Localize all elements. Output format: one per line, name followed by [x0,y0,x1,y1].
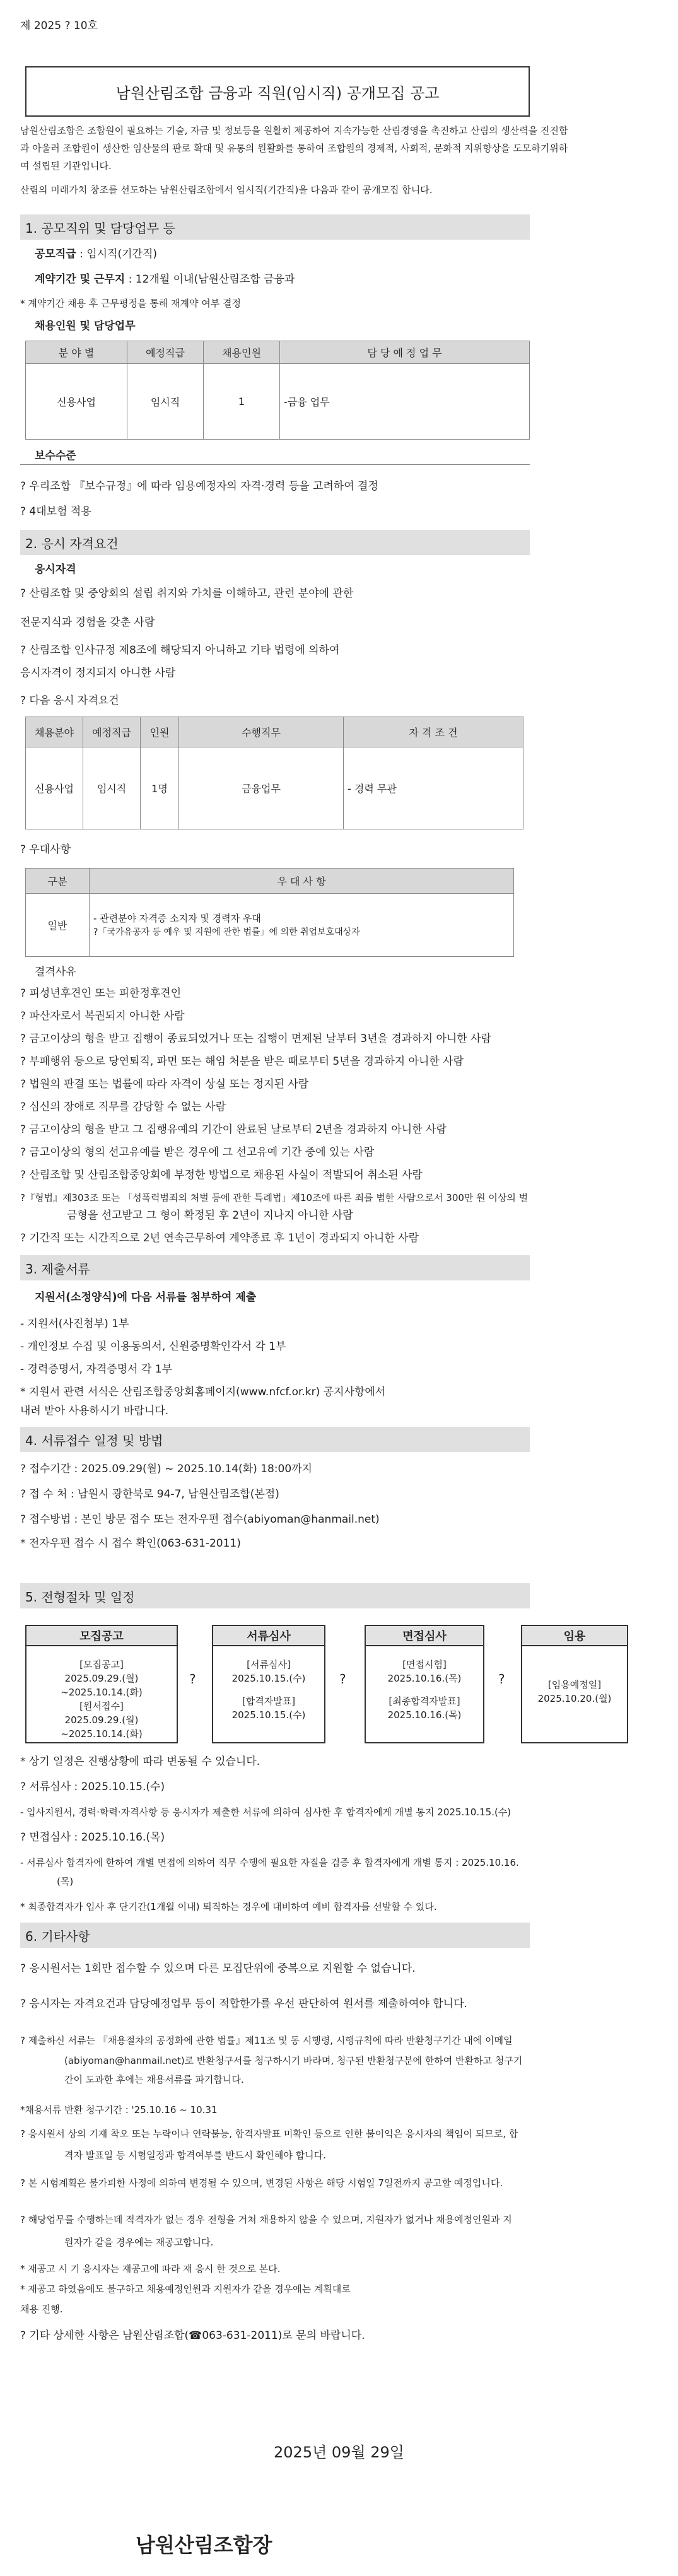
process-step-line [213,1685,324,1694]
table-cell: 1 [204,364,280,440]
misc-note: * 재공고 하였음에도 불구하고 채용예정인원과 지원자가 같을 경우에는 계획대로 [20,2283,351,2295]
eligibility-line: 전문지식과 경험을 갖춘 사람 [20,616,155,629]
schedule-line: ? 면접심사 : 2025.10.16.(목) [20,1831,165,1844]
notice-title-box [25,66,530,117]
table-header: 우 대 사 항 [90,869,514,894]
process-step-line: ~2025.10.14.(화) [61,1728,143,1740]
process-step-title: 임용 [522,1626,627,1646]
disqualification-item: ? 기간직 또는 시간직으로 2년 연속근무하여 계약종료 후 1년이 경과되지 아니한 사람 [20,1232,419,1244]
process-step-line: 2025.09.29.(월) [64,1673,139,1684]
table-cell: 금융업무 [179,747,344,829]
table-cell [90,894,514,957]
process-step-line [366,1685,483,1694]
table-cell: -금융 업무 [280,364,530,440]
table-cell: 신용사업 [26,747,83,829]
misc-line: ? 응시원서는 1회만 접수할 수 있으며 다른 모집단위에 중복으로 지원할 수 없습니다. [20,1962,416,1975]
intro-line: 과 아울러 조합원이 생산한 임산물의 판로 확대 및 유통의 원활화를 통하여 조합원의 경제적, 사회적, 문화적 지위향상을 도모하기위하 [20,143,568,154]
submission-line: ? 접 수 처 : 남원시 광한북로 94-7, 남원산림조합(본점) [20,1488,279,1501]
misc-line: ? 제출하신 서류는 『채용절차의 공정화에 관한 법률』제11조 및 동 시행령, 시행규칙에 따라 반환청구기간 내에 이메일 [20,2035,513,2046]
disqualification-item: ? 산림조합 및 산림조합중앙회에 부정한 방법으로 채용된 사실이 적발되어 취소된 사람 [20,1169,423,1181]
table-cell: 일반 [26,894,90,957]
document-item: - 개인정보 수집 및 이용동의서, 신원증명확인각서 각 1부 [20,1340,286,1353]
schedule-line: (목) [57,1876,74,1887]
table-header: 자 격 조 건 [344,717,523,747]
subsection-title: 보수수준 [35,450,76,462]
process-step-line: 2025.10.15.(수) [231,1709,306,1721]
document-item: - 경력증명서, 자격증명서 각 1부 [20,1363,173,1376]
subsection-title: 채용인원 및 담당업무 [35,320,136,332]
disqualification-item: 금형을 선고받고 그 형이 확정된 후 2년이 지나지 아니한 사람 [67,1209,353,1222]
position-type-label: 공모직급 [35,248,76,261]
disqualification-item: ? 법원의 판결 또는 법률에 따라 자격이 상실 또는 정지된 사람 [20,1078,309,1091]
section-title: 1. 공모직위 및 담당업무 등 [25,220,175,236]
table-cell: - 경력 무관 [344,747,523,829]
process-step-interview [365,1625,484,1743]
misc-line: ? 해당업무를 수행하는데 적격자가 없는 경우 전형을 거쳐 채용하지 않을 수 있으며, 지원자가 없거나 채용예정인원과 지 [20,2214,512,2225]
process-arrow: ? [498,1671,505,1687]
process-arrow: ? [339,1671,346,1687]
preference-item: ?「국가유공자 등 예우 및 지원에 관한 법률」에 의한 취업보호대상자 [93,927,360,937]
eligibility-line: ? 다음 응시 자격요건 [20,694,119,707]
misc-line: ? 본 시험계획은 불가피한 사정에 의하여 변경될 수 있으며, 변경된 사항은 해당 시험일 7일전까지 공고할 예정입니다. [20,2177,503,2189]
intro-line: 산림의 미래가치 창조를 선도하는 남원산림조합에서 임시직(기간직)을 다음과 같이 공개모집 합니다. [20,184,433,196]
process-step-line: 2025.09.29.(월) [64,1714,139,1726]
contract-period-value: : 12개월 이내(남원산림조합 금융과 [125,273,295,286]
eligibility-line: ? 산림조합 및 중앙회의 설립 취지와 가치를 이해하고, 관련 분야에 관한 [20,587,354,600]
table-cell: 임시직 [127,364,204,440]
section-title: 3. 제출서류 [25,1261,90,1277]
schedule-line: - 서류심사 합격자에 한하여 개별 면접에 의하여 직무 수행에 필요한 자질을 검증 후 합격자에게 개별 통지 : 2025.10.16. [20,1857,519,1868]
disqualification-item: ?『형법』제303조 또는 「성폭력범죄의 처벌 등에 관한 특례법」제10조에 따른 죄를 범한 사람으로서 300만 원 이상의 벌 [20,1192,529,1203]
schedule-line: - 입사지원서, 경력·학력·자격사항 등 응시자가 제출한 서류에 의하여 심사한 후 합격자에게 개별 통지 2025.10.15.(수) [20,1806,511,1818]
process-step-appointment [521,1625,628,1743]
process-step-title: 면접심사 [366,1626,483,1646]
section-header [20,214,530,240]
pay-line: ? 4대보험 적용 [20,505,91,518]
process-step-title: 모집공고 [26,1626,177,1646]
process-step-line: [면접시험] [402,1659,447,1670]
misc-line: 간이 도과한 후에는 채용서류를 파기합니다. [64,2074,244,2085]
pay-line: ? 우리조합 『보수규정』에 따라 임용예정자의 자격·경력 등을 고려하여 결정 [20,480,378,493]
eligibility-line: 응시자격이 정지되지 아니한 사람 [20,667,176,679]
table-header: 분 야 별 [26,341,127,364]
issuer-name: 남원산림조합장 [136,2533,272,2557]
disqualification-item: ? 금고이상의 형을 받고 집행이 종료되었거나 또는 집행이 면제된 날부터 3년을 경과하지 아니한 사람 [20,1033,491,1045]
schedule-note: * 상기 일정은 진행상황에 따라 변동될 수 있습니다. [20,1755,260,1768]
misc-line: ? 응시자는 자격요건과 담당예정업무 등이 적합한가를 우선 판단하여 원서를 제출하여야 합니다. [20,1998,467,2010]
section-header [20,1255,530,1280]
preference-item: - 관련분야 자격증 소지자 및 경력자 우대 [93,912,261,924]
contract-note: * 계약기간 채용 후 근무평정을 통해 재계약 여부 결정 [20,298,241,309]
table-header: 예정직급 [127,341,204,364]
process-step-line: 2025.10.15.(수) [231,1673,306,1684]
subsection-title: 지원서(소정양식)에 다음 서류를 첨부하여 제출 [35,1291,257,1304]
table-header: 채용인원 [204,341,280,364]
submission-line: ? 접수방법 : 본인 방문 접수 또는 전자우편 접수(abiyoman@hanmail.net) [20,1513,380,1526]
process-step-document-review [212,1625,325,1743]
table-header: 인원 [141,717,179,747]
preference-title: ? 우대사항 [20,843,71,856]
misc-line: 격자 발표일 등 시험일정과 합격여부를 반드시 확인해야 합니다. [64,2150,326,2161]
intro-line: 여 설립된 기관입니다. [20,160,112,172]
schedule-line: ? 서류심사 : 2025.10.15.(수) [20,1781,165,1793]
table-header: 담 당 예 정 업 무 [280,341,530,364]
subsection-title: 결격사유 [35,966,76,978]
contract-period [35,272,295,286]
disqualification-item: ? 파산자로서 복권되지 아니한 사람 [20,1010,185,1022]
section-title: 2. 응시 자격요건 [25,536,119,551]
misc-line: 원자가 같을 경우에는 재공고합니다. [64,2237,214,2248]
submission-note: * 전자우편 접수 시 접수 확인(063-631-2011) [20,1537,241,1550]
process-step-line: [임용예정일] [547,1679,602,1690]
process-step-line: [모집공고] [79,1659,124,1670]
section-header [20,1427,530,1452]
doc-number: 제 2025 ? 10호 [20,20,98,32]
misc-note: * 재공고 시 기 응시자는 재공고에 따라 재 응시 한 것으로 본다. [20,2263,281,2274]
misc-line: ? 기타 상세한 사항은 남원산림조합(☎063-631-2011)로 문의 바랍니다. [20,2329,365,2342]
process-step-line: 2025.10.16.(목) [387,1709,462,1721]
section-header [20,1583,530,1608]
notice-date: 2025년 09월 29일 [274,2444,404,2461]
table-header: 채용분야 [26,717,83,747]
intro-line: 남원산림조합은 조합원이 필요하는 기술, 자금 및 정보등을 원활히 제공하여 지속가능한 산림경영을 촉진하고 산림의 생산력을 진진함 [20,125,568,136]
table-cell: 1명 [141,747,179,829]
document-note: * 지원서 관련 서식은 산림조합중앙회홈페이지(www.nfcf.or.kr) 공지사항에서 [20,1386,386,1398]
table-header: 예정직급 [83,717,141,747]
divider [20,464,530,465]
section-header [20,530,530,555]
position-type-value: : 임시직(기간직) [76,248,158,261]
misc-line: ? 응시원서 상의 기재 착오 또는 누락이나 연락불능, 합격자발표 미확인 등으로 인한 불이익은 응시자의 책임이 되므로, 합 [20,2128,518,2140]
document-item: - 지원서(사진첨부) 1부 [20,1318,129,1330]
recruit-table [25,341,530,440]
misc-note: *채용서류 반환 청구기간 : '25.10.16 ~ 10.31 [20,2104,218,2116]
disqualification-item: ? 심신의 장애로 직무를 감당할 수 없는 사람 [20,1101,226,1113]
process-step-line: ~2025.10.14.(화) [61,1687,143,1698]
process-step-line: [서류심사] [247,1659,291,1670]
eligibility-table [25,717,523,829]
eligibility-line: ? 산림조합 인사규정 제8조에 해당되지 아니하고 기타 법령에 의하여 [20,644,340,657]
disqualification-item: ? 피성년후견인 또는 피한정후견인 [20,987,182,1000]
section-header [20,1923,530,1948]
disqualification-item: ? 부패행위 등으로 당연퇴직, 파면 또는 해임 처분을 받은 때로부터 5년을 경과하지 아니한 사람 [20,1055,464,1068]
document-note: 내려 받아 사용하시기 바랍니다. [20,1405,169,1417]
table-cell: 임시직 [83,747,141,829]
section-title: 5. 전형절차 및 일정 [25,1589,135,1605]
table-cell: 신용사업 [26,364,127,440]
process-step-line: 2025.10.16.(목) [387,1673,462,1684]
section-title: 6. 기타사항 [25,1928,90,1944]
process-step-line: [원서접수] [79,1701,124,1712]
process-step-line: 2025.10.20.(월) [537,1693,612,1704]
table-header: 구분 [26,869,90,894]
process-arrow: ? [189,1671,196,1687]
disqualification-item: ? 금고이상의 형을 받고 그 집행유예의 기간이 완료된 날로부터 2년을 경과하지 아니한 사람 [20,1123,447,1136]
misc-note: 채용 진행. [20,2304,63,2315]
position-type [35,247,157,261]
disqualification-item: ? 금고이상의 형의 선고유예를 받은 경우에 그 선고유예 기간 중에 있는 사람 [20,1146,375,1159]
subsection-title: 응시자격 [35,563,76,576]
submission-line: ? 접수기간 : 2025.09.29(월) ~ 2025.10.14(화) 18:00까지 [20,1463,312,1475]
contract-period-label: 계약기간 및 근무지 [35,273,126,286]
misc-line: (abiyoman@hanmail.net)로 반환청구서를 청구하시기 바라며, 청구된 반환청구분에 한하여 반환하고 청구기 [64,2055,523,2066]
process-step-recruit [25,1625,178,1743]
table-header: 수행직무 [179,717,344,747]
process-step-line: [합격자발표] [242,1695,296,1707]
preference-table [25,868,514,957]
notice-title: 남원산림조합 금융과 직원(임시직) 공개모집 공고 [115,84,440,102]
process-step-title: 서류심사 [213,1626,324,1646]
schedule-note: * 최종합격자가 입사 후 단기간(1개월 이내) 퇴직하는 경우에 대비하여 예비 합격자를 선발할 수 있다. [20,1901,437,1912]
section-title: 4. 서류접수 일정 및 방법 [25,1432,163,1448]
process-step-line: [최종합격자발표] [389,1695,460,1707]
